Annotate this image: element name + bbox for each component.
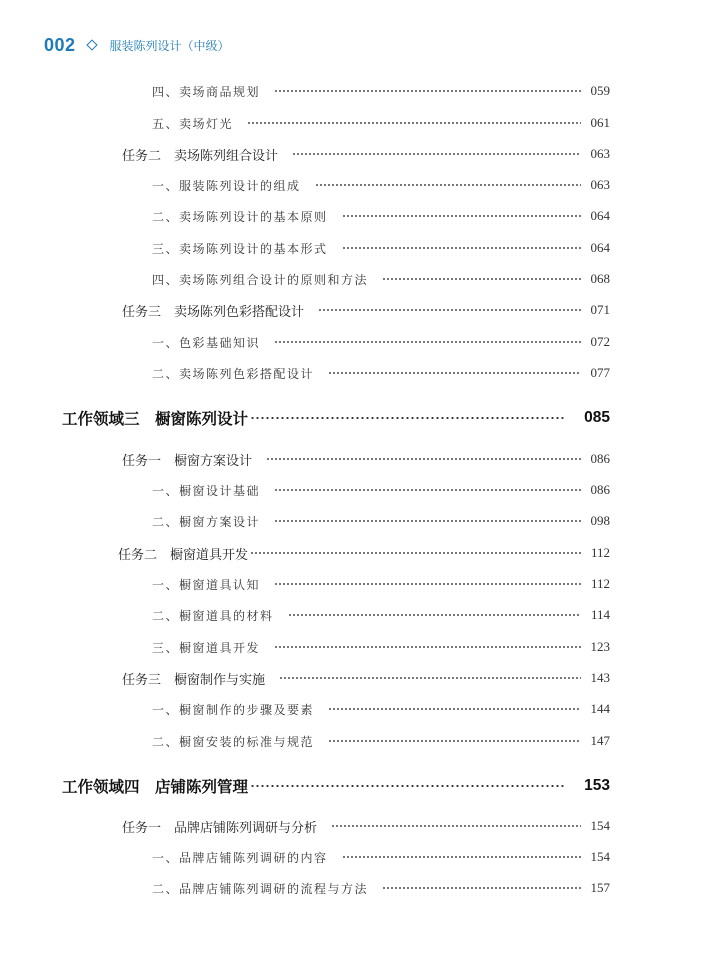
toc-entry-page: 114 [590, 607, 610, 622]
toc-entry-page: 112 [590, 545, 610, 560]
toc-entry-label: 一、品牌店铺陈列调研的内容 [152, 850, 328, 865]
toc-area-entry [62, 776, 610, 796]
leader-dots [274, 341, 580, 343]
toc-entry-label: 四、卖场商品规划 [152, 84, 261, 99]
toc-entry-page: 064 [590, 208, 610, 223]
toc-task-entry [122, 816, 610, 836]
toc-sub-entry [152, 731, 610, 751]
toc-sub-entry [152, 699, 610, 719]
toc-entry-label: 一、橱窗设计基础 [152, 483, 261, 498]
toc-entry-page: 154 [590, 818, 610, 833]
toc-entry-page: 112 [590, 576, 610, 591]
toc-entry-page: 059 [590, 83, 610, 98]
leader-dots [274, 583, 581, 585]
leader-dots [328, 372, 580, 374]
leader-dots [342, 856, 581, 858]
toc-task-entry [122, 668, 610, 688]
toc-entry-page: 123 [590, 639, 610, 654]
toc-entry-label: 工作领域三 橱窗陈列设计 [62, 410, 249, 428]
leader-dots [288, 614, 581, 616]
toc-entry-page: 086 [590, 482, 610, 497]
toc-sub-entry [152, 605, 610, 625]
toc-entry-label: 三、卖场陈列设计的基本形式 [152, 241, 328, 256]
toc-entry-page: 086 [590, 451, 610, 466]
toc-sub-entry [152, 637, 610, 657]
toc-sub-entry [152, 269, 610, 289]
toc-entry-page: 064 [590, 240, 610, 255]
toc-task-entry [122, 449, 610, 469]
toc-task-entry [122, 300, 610, 320]
toc-sub-entry [152, 363, 610, 383]
toc-area-entry [62, 408, 610, 428]
leader-dots [250, 785, 566, 787]
toc-sub-entry [152, 238, 610, 258]
toc-entry-label: 二、卖场陈列色彩搭配设计 [152, 366, 315, 381]
toc-entry-label: 二、橱窗安装的标准与规范 [152, 734, 315, 749]
toc-entry-label: 四、卖场陈列组合设计的原则和方法 [152, 272, 369, 287]
toc-entry-label: 二、橱窗方案设计 [152, 514, 261, 529]
toc-entry-label: 工作领域四 店铺陈列管理 [62, 778, 249, 796]
toc-entry-label: 一、色彩基础知识 [152, 335, 261, 350]
toc-entry-page: 147 [590, 733, 610, 748]
leader-dots [315, 184, 581, 186]
toc-sub-entry [152, 113, 610, 133]
leader-dots [274, 646, 580, 648]
leader-dots [250, 417, 566, 419]
toc-sub-entry [152, 206, 610, 226]
toc-sub-entry [152, 480, 610, 500]
leader-dots [274, 520, 580, 522]
leader-dots [342, 215, 581, 217]
leader-dots [328, 740, 580, 742]
toc-entry-label: 任务三 卖场陈列色彩搭配设计 [122, 304, 305, 320]
leader-dots [382, 278, 580, 280]
leader-dots [247, 122, 580, 124]
toc-entry-label: 二、橱窗道具的材料 [152, 608, 274, 623]
leader-dots [342, 247, 581, 249]
toc-sub-entry [152, 175, 610, 195]
leader-dots [382, 887, 580, 889]
toc-task-entry [122, 144, 610, 164]
toc-entry-label: 任务一 品牌店铺陈列调研与分析 [122, 820, 318, 836]
leader-dots [274, 489, 580, 491]
leader-dots [318, 309, 580, 311]
leader-dots [266, 458, 580, 460]
toc-entry-label: 一、橱窗道具认知 [152, 577, 261, 592]
toc-entry-page: 085 [584, 409, 610, 426]
toc-entry-label: 五、卖场灯光 [152, 116, 234, 131]
toc-sub-entry [152, 81, 610, 101]
leader-dots [279, 677, 580, 679]
leader-dots [250, 552, 581, 554]
toc-entry-label: 任务二 橱窗道具开发 [118, 547, 249, 563]
page-number: 002 [44, 34, 76, 55]
toc-task-entry [118, 543, 610, 563]
toc-entry-label: 二、卖场陈列设计的基本原则 [152, 209, 328, 224]
toc-entry-label: 三、橱窗道具开发 [152, 640, 261, 655]
toc-entry-page: 072 [590, 334, 610, 349]
toc-entry-page: 061 [590, 115, 610, 130]
toc-entry-page: 077 [590, 365, 610, 380]
toc-entry-label: 一、橱窗制作的步骤及要素 [152, 702, 315, 717]
leader-dots [328, 708, 580, 710]
toc-entry-page: 144 [590, 701, 610, 716]
toc-entry-label: 任务二 卖场陈列组合设计 [122, 148, 279, 164]
toc-sub-entry [152, 574, 610, 594]
toc-entry-page: 154 [590, 849, 610, 864]
toc-entry-label: 二、品牌店铺陈列调研的流程与方法 [152, 881, 369, 896]
toc-sub-entry [152, 511, 610, 531]
leader-dots [292, 153, 580, 155]
toc-entry-page: 157 [590, 880, 610, 895]
leader-dots [274, 90, 580, 92]
toc-entry-page: 153 [584, 777, 610, 794]
toc-sub-entry [152, 332, 610, 352]
toc-entry-page: 063 [590, 177, 610, 192]
toc-sub-entry [152, 847, 610, 867]
leader-dots [331, 825, 580, 827]
toc-entry-page: 068 [590, 271, 610, 286]
toc-sub-entry [152, 878, 610, 898]
toc-entry-page: 063 [590, 146, 610, 161]
toc-entry-label: 任务一 橱窗方案设计 [122, 453, 253, 469]
toc-entry-label: 一、服装陈列设计的组成 [152, 178, 301, 193]
toc-entry-page: 143 [590, 670, 610, 685]
toc-entry-page: 098 [590, 513, 610, 528]
book-title: 服装陈列设计（中级） [109, 38, 230, 53]
toc-entry-label: 任务三 橱窗制作与实施 [122, 672, 266, 688]
toc-entry-page: 071 [590, 302, 610, 317]
